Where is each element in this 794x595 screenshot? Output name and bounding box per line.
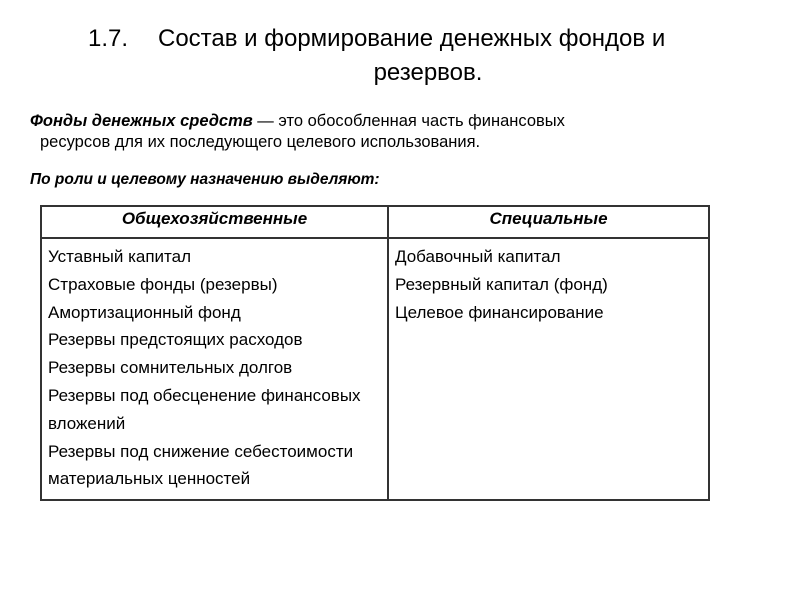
list-item: материальных ценностей: [48, 469, 251, 489]
definition-text-line1: — это обособленная часть финансовых: [252, 112, 565, 130]
definition-term: Фонды денежных средств: [30, 112, 253, 130]
section-number: 1.7.: [88, 25, 129, 52]
list-item: Резервный капитал (фонд): [395, 274, 608, 294]
header-special: Специальные: [388, 206, 709, 238]
list-item: Страховые фонды (резервы): [48, 274, 278, 294]
list-item: Добавочный капитал: [395, 247, 561, 266]
definition-paragraph: [30, 111, 730, 153]
roles-lead-text: По роли и целевому назначению выделяют:: [30, 171, 380, 188]
slide-title: [88, 22, 728, 90]
title-text-line2: резервов.: [373, 59, 483, 86]
list-item: Резервы предстоящих расходов: [48, 330, 303, 350]
funds-table: [40, 205, 710, 501]
title-text-line1: Состав и формирование денежных фондов и: [158, 25, 666, 52]
list-item: Резервы под обесценение финансовых: [48, 385, 361, 405]
general-funds-cell: [41, 238, 388, 500]
list-item: Амортизационный фонд: [48, 302, 241, 322]
list-item: Уставный капитал: [48, 247, 192, 266]
list-item: Резервы сомнительных долгов: [48, 358, 293, 378]
header-general: Общехозяйственные: [41, 206, 388, 238]
table-row: [41, 238, 709, 500]
special-funds-cell: [388, 238, 709, 500]
definition-text-line2: ресурсов для их последующего целевого использования.: [40, 133, 481, 151]
table-header-row: [41, 206, 709, 238]
list-item: Резервы под снижение себестоимости: [48, 441, 354, 461]
list-item: вложений: [48, 413, 126, 433]
list-item: Целевое финансирование: [395, 302, 604, 322]
